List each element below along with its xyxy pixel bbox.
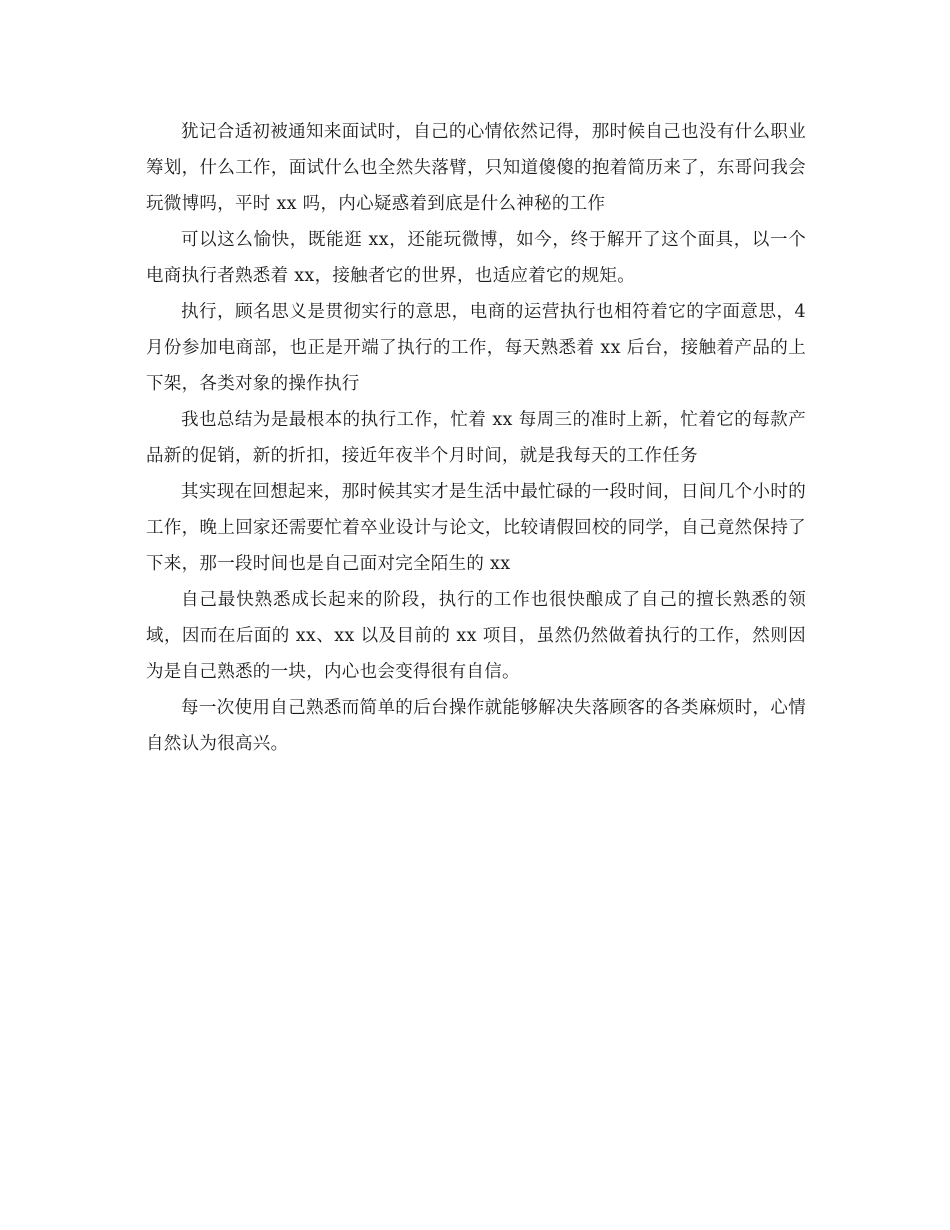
paragraph-1: 犹记合适初被通知来面试时，自己的心情依然记得，那时候自己也没有什么职业筹划，什么工作，面试什么也全然失落臂，只知道傻傻的抱着简历来了，东哥问我会玩微博吗，平时 xx 吗，内心疑惑着到底是什么神秘的工作 [146, 122, 806, 214]
paragraph-7: 每一次使用自己熟悉而简单的后台操作就能够解决失落顾客的各类麻烦时，心情自然认为很高兴。 [146, 698, 806, 754]
paragraph-2: 可以这么愉快，既能逛 xx，还能玩微博，如今，终于解开了这个面具，以一个电商执行者熟悉着 xx，接触者它的世界，也适应着它的规矩。 [146, 230, 806, 286]
document-body [146, 114, 806, 762]
paragraph-3: 执行，顾名思义是贯彻实行的意思，电商的运营执行也相符着它的字面意思，4 月份参加电商部，也正是开端了执行的工作，每天熟悉着 xx 后台，接触着产品的上下架，各类对象的操作执行 [146, 302, 806, 394]
paragraph-6: 自己最快熟悉成长起来的阶段，执行的工作也很快酿成了自己的擅长熟悉的领域，因而在后面的 xx、xx 以及目前的 xx 项目，虽然仍然做着执行的工作，然则因为是自己熟悉的一块，内心也会变得很有自信。 [146, 590, 806, 682]
paragraph-5: 其实现在回想起来，那时候其实才是生活中最忙碌的一段时间，日间几个小时的工作，晚上回家还需要忙着卒业设计与论文，比较请假回校的同学，自己竟然保持了下来，那一段时间也是自己面对完全陌生的 xx [146, 482, 806, 574]
paragraph-4: 我也总结为是最根本的执行工作，忙着 xx 每周三的准时上新，忙着它的每款产品新的促销，新的折扣，接近年夜半个月时间，就是我每天的工作任务 [146, 410, 806, 466]
